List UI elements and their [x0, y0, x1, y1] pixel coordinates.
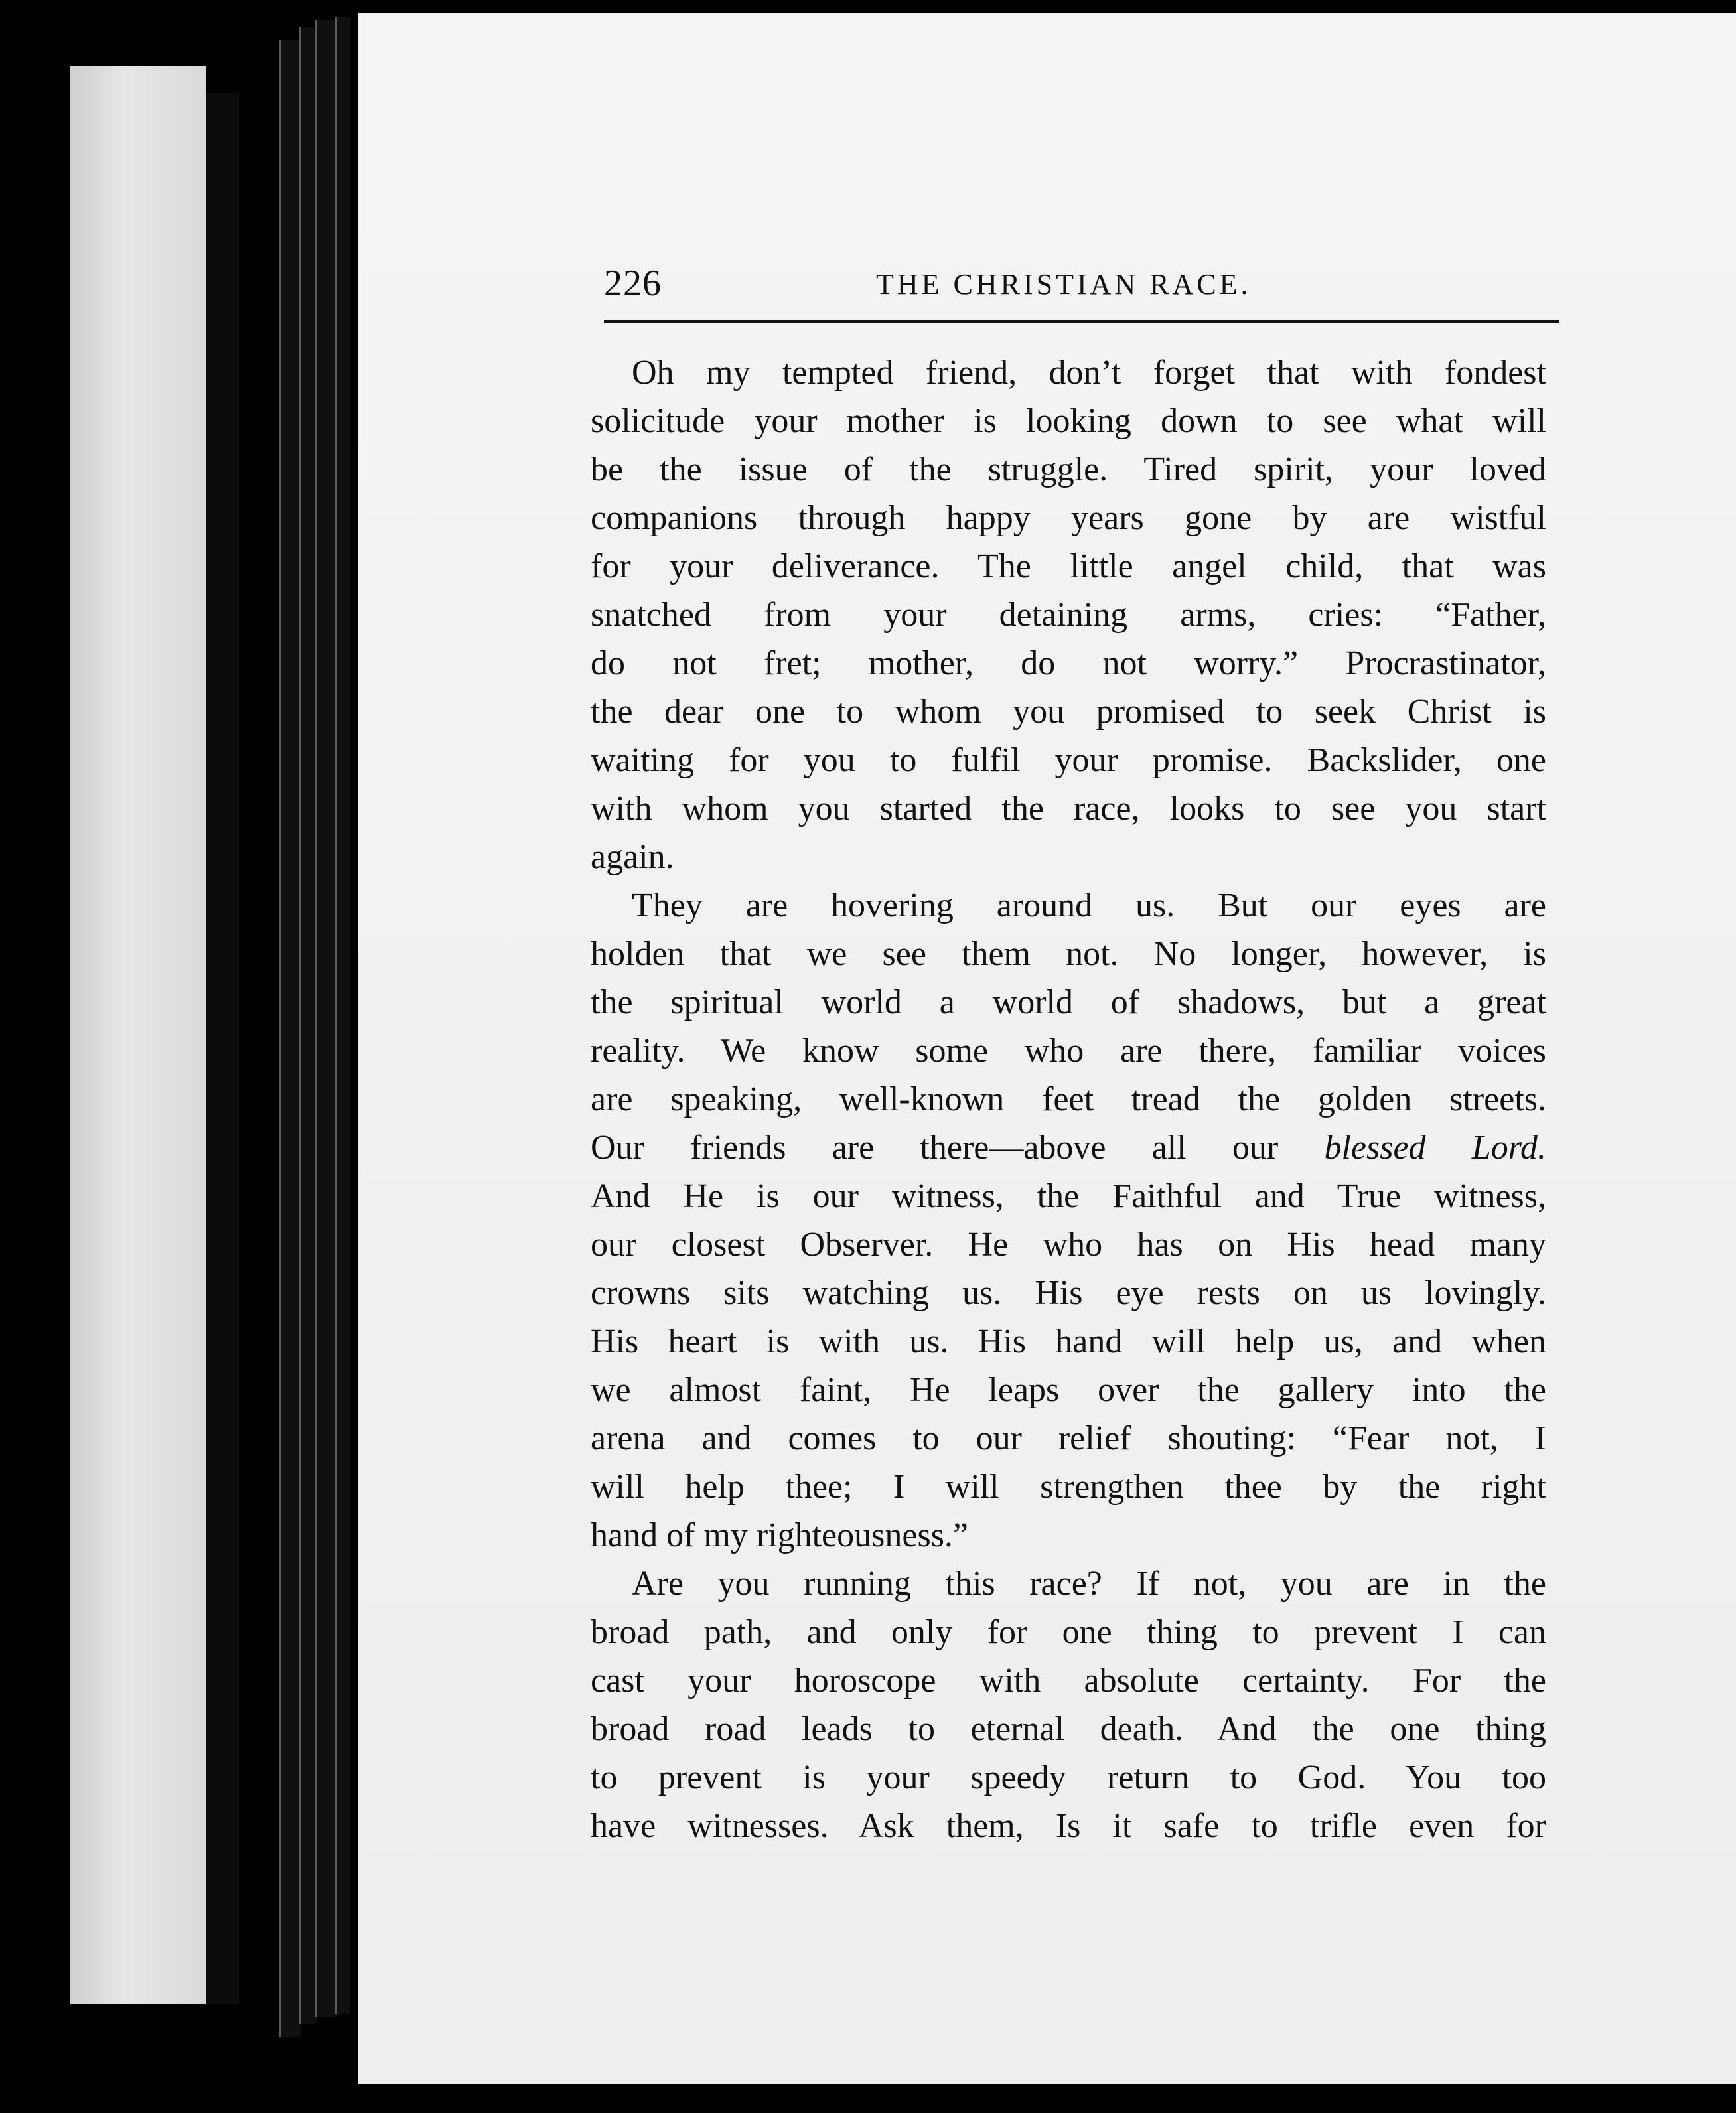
text-line: be the issue of the struggle. Tired spirit, your loved: [591, 451, 1546, 488]
text-line: solicitude your mother is looking down to see what will: [591, 402, 1546, 440]
text-line: broad road leads to eternal death. And the one thing: [591, 1710, 1546, 1748]
text-line: to prevent is your speedy return to God. You too: [591, 1759, 1546, 1796]
book-binding: [70, 66, 206, 2004]
text-line: have witnesses. Ask them, Is it safe to trifle even for: [591, 1807, 1546, 1845]
text-line: our closest Observer. He who has on His head many: [591, 1226, 1546, 1264]
page-edge: [315, 20, 337, 2017]
text-line: we almost faint, He leaps over the gallery into the: [591, 1371, 1546, 1409]
text-line: companions through happy years gone by are wistful: [591, 499, 1546, 537]
page-edge: [299, 27, 317, 2024]
text-line: Oh my tempted friend, don’t forget that with fondest: [632, 354, 1546, 392]
text-line: crowns sits watching us. His eye rests on us lovingly.: [591, 1274, 1546, 1312]
text-line: And He is our witness, the Faithful and True witness,: [591, 1177, 1546, 1215]
text-line: will help thee; I will strengthen thee by the right: [591, 1468, 1546, 1506]
page-edge: [335, 17, 350, 2014]
text-line: They are hovering around us. But our eyes are: [632, 887, 1546, 924]
text-line: with whom you started the race, looks to see you start: [591, 790, 1546, 828]
text-line: snatched from your detaining arms, cries: “Father,: [591, 596, 1546, 634]
text-line: waiting for you to fulfil your promise. Backslider, one: [591, 741, 1546, 779]
running-head: [604, 262, 1559, 315]
text-line: for your deliverance. The little angel child, that was: [591, 547, 1546, 585]
text-line: again.: [591, 838, 674, 876]
italic-phrase: blessed Lord.: [1324, 1129, 1546, 1167]
text-line: His heart is with us. His hand will help us, and when: [591, 1323, 1546, 1360]
text-line: cast your horoscope with absolute certainty. For the: [591, 1662, 1546, 1700]
body-text: [591, 348, 1546, 1850]
text-line: hand of my righteousness.”: [591, 1516, 969, 1554]
text-line: the dear one to whom you promised to seek Christ is: [591, 693, 1546, 731]
text-line: holden that we see them not. No longer, however, is: [591, 935, 1546, 973]
text-line: do not fret; mother, do not worry.” Procrastinator,: [591, 644, 1546, 682]
book-title: THE CHRISTIAN RACE.: [876, 268, 1252, 301]
page-number: 226: [604, 263, 662, 304]
text-line: reality. We know some who are there, familiar voices: [591, 1032, 1546, 1070]
text-line: broad path, and only for one thing to prevent I can: [591, 1613, 1546, 1651]
header-rule: [604, 320, 1559, 323]
binding-shadow: [206, 93, 239, 2004]
text-line: arena and comes to our relief shouting: “Fear not, I: [591, 1420, 1546, 1457]
text-line: the spiritual world a world of shadows, but a great: [591, 984, 1546, 1021]
text-line: are speaking, well-known feet tread the golden streets.: [591, 1080, 1546, 1118]
text-line-with-italic: [591, 1124, 1546, 1172]
text-fragment: Our friends are there—above all our: [591, 1129, 1279, 1167]
text-line: Are you running this race? If not, you are in the: [632, 1565, 1546, 1603]
page-edge: [279, 40, 301, 2037]
